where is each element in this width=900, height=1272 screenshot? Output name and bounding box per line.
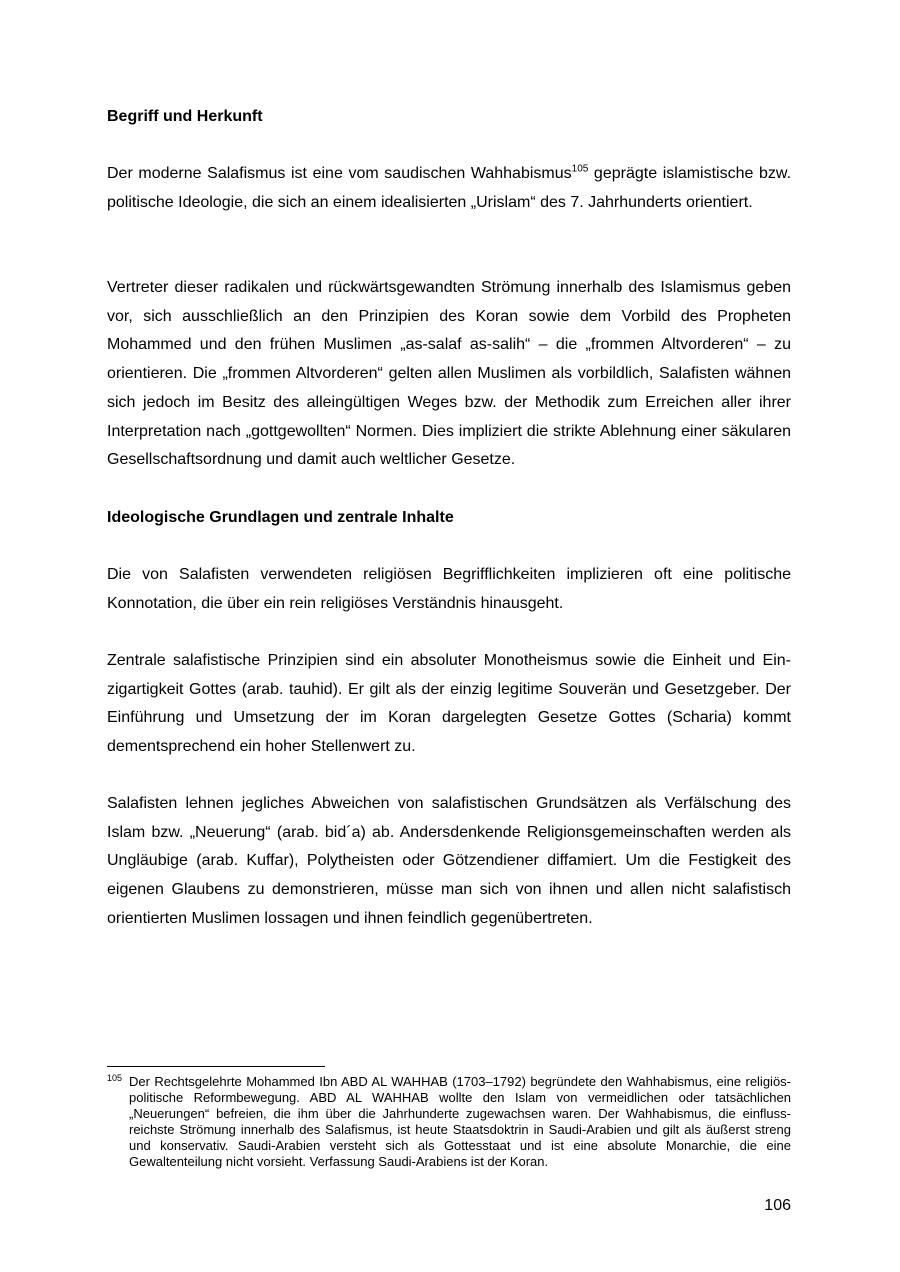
paragraph-zentrale-prinzipien: Zentrale salafistische Prinzipien sind ein absoluter Monotheismus sowie die Einheit und Einzigartigkeit Gottes (arab. tauhid). Er gilt als der einzig legitime Souverän und Gesetzgeber. Der Einführung und Umsetzung der im Koran dargelegten Gesetze Gottes (Scharia) kommt dementsprechend ein hoher Stellenwert zu. <box>107 652 791 756</box>
paragraph-vertreter: Vertreter dieser radikalen und rückwärtsgewandten Strömung innerhalb des Islamismus geben vor, sich ausschließlich an den Prinzipien des Koran sowie dem Vorbild des Propheten Mohammed und den frühen Muslimen „as-salaf as-salih“ – die „frommen Altvorderen“ – zu orientieren. Die „frommen Altvorderen“ gelten allen Muslimen als vorbildlich, Salafisten wähnen sich jedoch im Besitz des alleingültigen Weges bzw. der Methodik zum Erreichen aller ihrer Interpretation nach „gottgewollten“ Normen. Dies impliziert die strikte Ablehnung einer säkularen Gesellschaftsordnung und damit auch weltlicher Gesetze. <box>107 279 791 469</box>
document-page <box>107 0 791 1272</box>
page-number: 106 <box>764 1197 791 1214</box>
section-heading-begriff-und-herkunft: Begriff und Herkunft <box>107 108 263 125</box>
footnote-reference[interactable]: 105 <box>571 163 589 175</box>
paragraph-salafismus-definition <box>107 160 791 217</box>
footnote-divider <box>107 1066 325 1067</box>
footnote-text: Der Rechtsgelehrte Mohammed Ibn ABD AL WAHHAB (1703–1792) begründete den Wahhabismus, eine religiös-politische Reformbewegung. ABD AL WAHHAB wollte den Islam von vermeidlichen oder tatsächlichen „Neuerungen“ befreien, die ihm über die Jahrhunderte zugewachsen waren. Der Wahhabismus, die einflussreichste Strömung innerhalb des Salafismus, ist heute Staatsdoktrin in Saudi-Arabien und gilt als äußerst streng und konservativ. Saudi-Arabien versteht sich als Gottesstaat und ist eine absolute Monarchie, die eine Gewaltenteilung nicht vorsieht. Verfassung Saudi-Arabiens ist der Koran. <box>129 1074 791 1169</box>
paragraph-salafisten-lehnen-ab: Salafisten lehnen jegliches Abweichen von salafistischen Grundsätzen als Verfälschung des Islam bzw. „Neuerung“ (arab. bid´a) ab. Andersdenkende Religionsgemeinschaften werden als Ungläubige (arab. Kuffar), Polytheisten oder Götzendiener diffamiert. Um die Festigkeit des eigenen Glaubens zu demonstrieren, müsse man sich von ihnen und allen nicht salafistisch orientierten Muslimen lossagen und ihnen feindlich gegenübertreten. <box>107 795 791 927</box>
paragraph-begrifflichkeiten: Die von Salafisten verwendeten religiösen Begrifflichkeiten implizieren oft eine politische Konnotation, die über ein rein religiöses Verständnis hinausgeht. <box>107 566 791 612</box>
paragraph-text: geprägte islamistische bzw. politische Ideologie, die sich an einem idealisierten „Urislam“ des 7. Jahrhunderts orientiert. <box>107 165 792 211</box>
footnote-mark: 105 <box>107 1073 123 1083</box>
paragraph-text: Der moderne Salafismus ist eine vom saudischen Wahhabismus <box>107 165 572 182</box>
footnote <box>107 1074 791 1170</box>
section-heading-ideologische-grundlagen: Ideologische Grundlagen und zentrale Inhalte <box>107 509 454 526</box>
